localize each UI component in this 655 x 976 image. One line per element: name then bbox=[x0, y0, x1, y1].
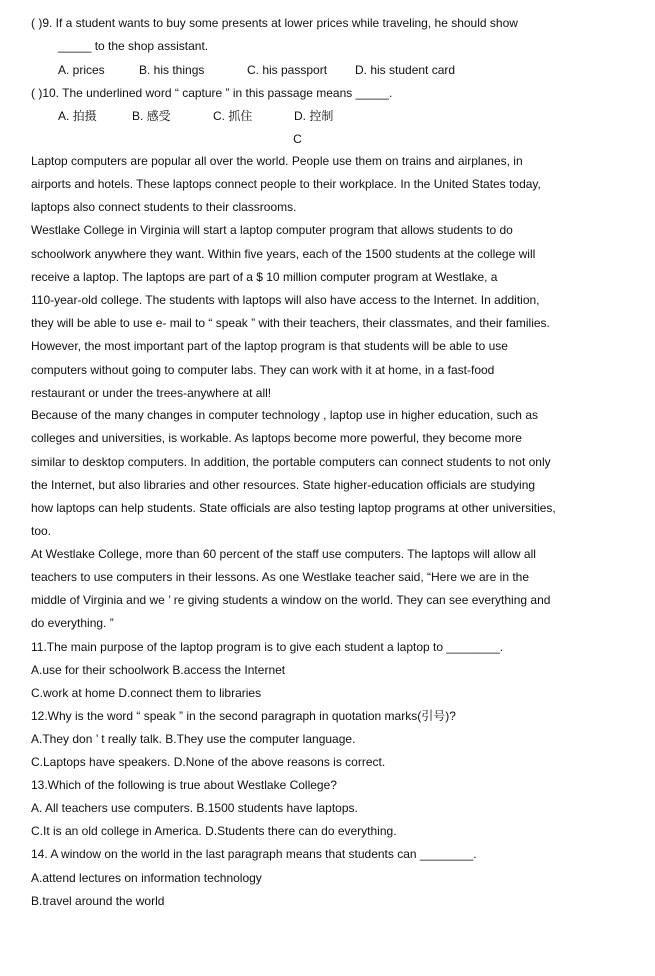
passage-line: Laptop computers are popular all over the world. People use them on trains and airplanes, in bbox=[31, 154, 523, 168]
q10-option-d: D. 控制 bbox=[294, 109, 334, 123]
q9-option-b: B. his things bbox=[139, 63, 205, 77]
q10-option-c: C. 抓住 bbox=[213, 109, 253, 123]
passage-line: teachers to use computers in their lessons. As one Westlake teacher said, “Here we are in the bbox=[31, 570, 530, 584]
q10-option-a: A. 拍摄 bbox=[58, 109, 97, 123]
question-12-options-ab: A.They don ’ t really talk. B.They use the computer language. bbox=[31, 732, 356, 746]
question-13-options-ab: A. All teachers use computers. B.1500 students have laptops. bbox=[31, 801, 358, 815]
passage-line: At Westlake College, more than 60 percent of the staff use computers. The laptops will allow all bbox=[31, 547, 536, 561]
q10-option-b: B. 感受 bbox=[132, 109, 171, 123]
passage-line: middle of Virginia and we ’ re giving students a window on the world. They can see everything and bbox=[31, 593, 551, 607]
passage-line: 110-year-old college. The students with laptops will also have access to the Internet. In addition, bbox=[31, 293, 540, 307]
question-11-options-ab: A.use for their schoolwork B.access the Internet bbox=[31, 663, 286, 677]
question-13-options-cd: C.It is an old college in America. D.Students there can do everything. bbox=[31, 824, 397, 838]
passage-line: airports and hotels. These laptops connect people to their workplace. In the United States today, bbox=[31, 177, 541, 191]
question-12-options-cd: C.Laptops have speakers. D.None of the above reasons is correct. bbox=[31, 755, 386, 769]
question-14-option-b: B.travel around the world bbox=[31, 894, 165, 908]
passage-line: too. bbox=[31, 524, 52, 538]
q9-option-d: D. his student card bbox=[355, 63, 456, 77]
question-10-options bbox=[58, 109, 333, 123]
question-9-stem-continued: _____ to the shop assistant. bbox=[58, 39, 209, 53]
question-13-stem: 13.Which of the following is true about Westlake College? bbox=[31, 778, 337, 792]
passage-line: computers without going to computer labs. They can work with it at home, in a fast-food bbox=[31, 363, 495, 377]
passage-line: schoolwork anywhere they want. Within five years, each of the 1500 students at the college will bbox=[31, 247, 536, 261]
passage-line: receive a laptop. The laptops are part of a $ 10 million computer program at Westlake, a bbox=[31, 270, 498, 284]
passage-line: However, the most important part of the laptop program is that students will be able to use bbox=[31, 339, 508, 353]
q9-option-a: A. prices bbox=[58, 63, 105, 77]
passage-line: Westlake College in Virginia will start a laptop computer program that allows students to do bbox=[31, 223, 513, 237]
q9-option-c: C. his passport bbox=[247, 63, 328, 77]
question-14-stem: 14. A window on the world in the last paragraph means that students can ________. bbox=[31, 847, 477, 861]
passage-line: they will be able to use e- mail to “ speak ” with their teachers, their classmates, and their families. bbox=[31, 316, 550, 330]
passage-line: Because of the many changes in computer technology , laptop use in higher education, such as bbox=[31, 408, 538, 422]
passage-line: laptops also connect students to their classrooms. bbox=[31, 200, 297, 214]
question-9-stem: ( )9. If a student wants to buy some presents at lower prices while traveling, he should show bbox=[31, 16, 518, 30]
passage-line: the Internet, but also libraries and other resources. State higher-education officials are studying bbox=[31, 478, 536, 492]
question-9-options bbox=[58, 63, 455, 77]
question-12-stem: 12.Why is the word “ speak ” in the second paragraph in quotation marks(引号)? bbox=[31, 709, 456, 723]
passage-line: similar to desktop computers. In addition, the portable computers can connect students to not only bbox=[31, 455, 551, 469]
section-heading: C bbox=[293, 132, 302, 146]
question-11-stem: 11.The main purpose of the laptop program is to give each student a laptop to ________. bbox=[31, 640, 504, 654]
passage-line: do everything. ” bbox=[31, 616, 114, 630]
passage-line: colleges and universities, is workable. As laptops become more powerful, they become more bbox=[31, 431, 522, 445]
passage-line: how laptops can help students. State officials are also testing laptop programs at other universities, bbox=[31, 501, 556, 515]
question-10-stem: ( )10. The underlined word “ capture ” in this passage means _____. bbox=[31, 86, 393, 100]
passage-line: restaurant or under the trees-anywhere at all! bbox=[31, 386, 272, 400]
question-14-option-a: A.attend lectures on information technology bbox=[31, 871, 262, 885]
question-11-options-cd: C.work at home D.connect them to libraries bbox=[31, 686, 262, 700]
